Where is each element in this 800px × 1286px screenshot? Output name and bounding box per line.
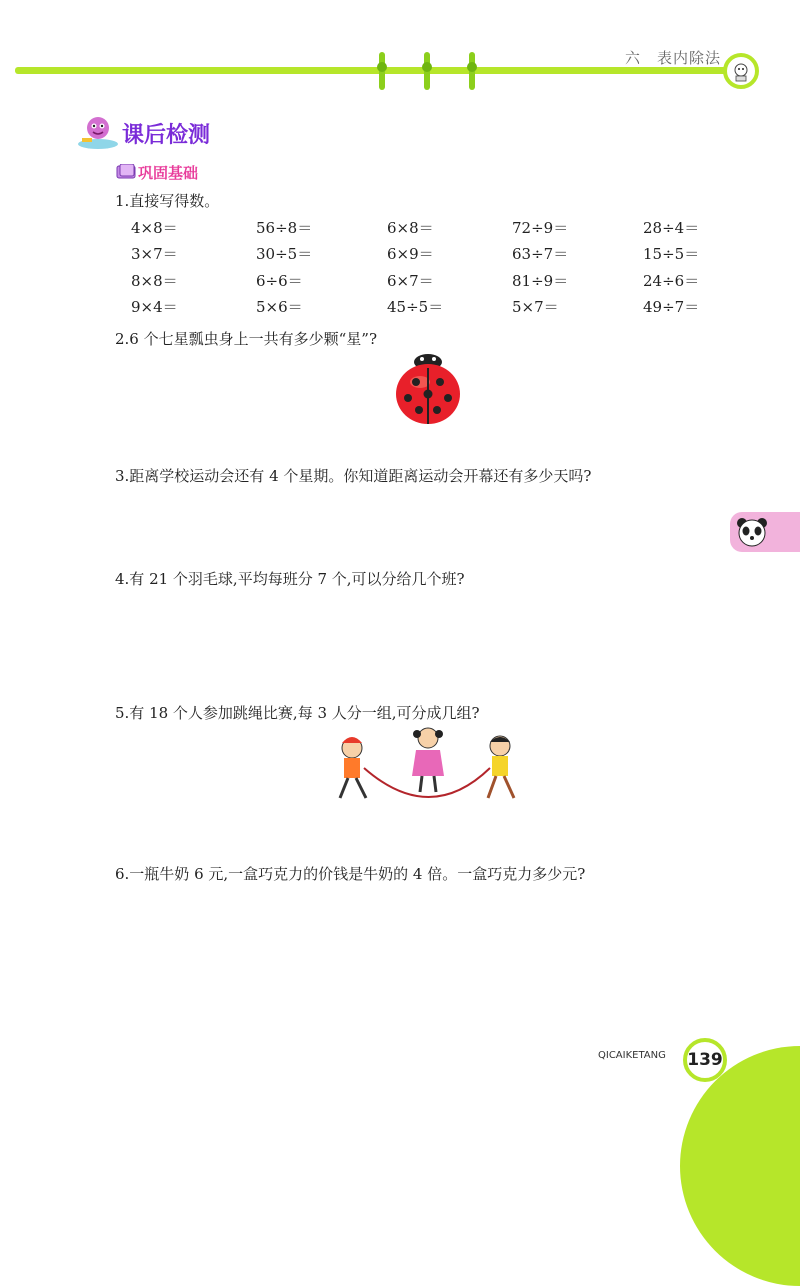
panda-icon [734,516,770,548]
question-1: 1.直接写得数。 [115,192,220,210]
arithmetic-item: 6×8＝ [387,219,434,237]
ladybug-illustration [392,352,464,430]
arithmetic-item: 8×8＝ [131,272,178,290]
jump-rope-illustration [330,726,526,812]
binder-clip [424,52,430,90]
arithmetic-item: 6÷6＝ [256,272,303,290]
header-rule [15,67,733,74]
question-2: 2.6 个七星瓢虫身上一共有多少颗“星”? [115,330,378,348]
arithmetic-item: 9×4＝ [131,298,178,316]
arithmetic-item: 3×7＝ [131,245,178,263]
subsection-title: 巩固基础 [138,164,199,182]
corner-decoration [680,1046,800,1286]
notebook-icon [116,164,138,184]
arithmetic-item: 56÷8＝ [256,219,313,237]
binder-clip [379,52,385,90]
arithmetic-item: 45÷5＝ [387,298,444,316]
arithmetic-item: 63÷7＝ [512,245,569,263]
panda-tab [730,512,800,552]
question-5: 5.有 18 个人参加跳绳比赛,每 3 人分一组,可分成几组? [115,704,480,722]
arithmetic-item: 28÷4＝ [643,219,700,237]
arithmetic-item: 81÷9＝ [512,272,569,290]
section-mascot-icon [76,112,120,156]
arithmetic-item: 72÷9＝ [512,219,569,237]
arithmetic-item: 15÷5＝ [643,245,700,263]
binder-clip [469,52,475,90]
arithmetic-item: 24÷6＝ [643,272,700,290]
arithmetic-item: 30÷5＝ [256,245,313,263]
question-6: 6.一瓶牛奶 6 元,一盒巧克力的价钱是牛奶的 4 倍。一盒巧克力多少元? [115,865,586,883]
arithmetic-item: 5×6＝ [256,298,303,316]
question-4: 4.有 21 个羽毛球,平均每班分 7 个,可以分给几个班? [115,570,465,588]
question-3: 3.距离学校运动会还有 4 个星期。你知道距离运动会开幕还有多少天吗? [115,467,592,485]
section-title: 课后检测 [122,123,211,148]
arithmetic-item: 49÷7＝ [643,298,700,316]
arithmetic-item: 5×7＝ [512,298,559,316]
chapter-heading: 六 表内除法 [625,49,722,67]
arithmetic-item: 6×9＝ [387,245,434,263]
publisher-brand: QICAIKETANG [598,1050,666,1061]
page-number: 139 [683,1038,727,1082]
arithmetic-item: 6×7＝ [387,272,434,290]
header-mascot-icon [723,53,759,89]
arithmetic-item: 4×8＝ [131,219,178,237]
